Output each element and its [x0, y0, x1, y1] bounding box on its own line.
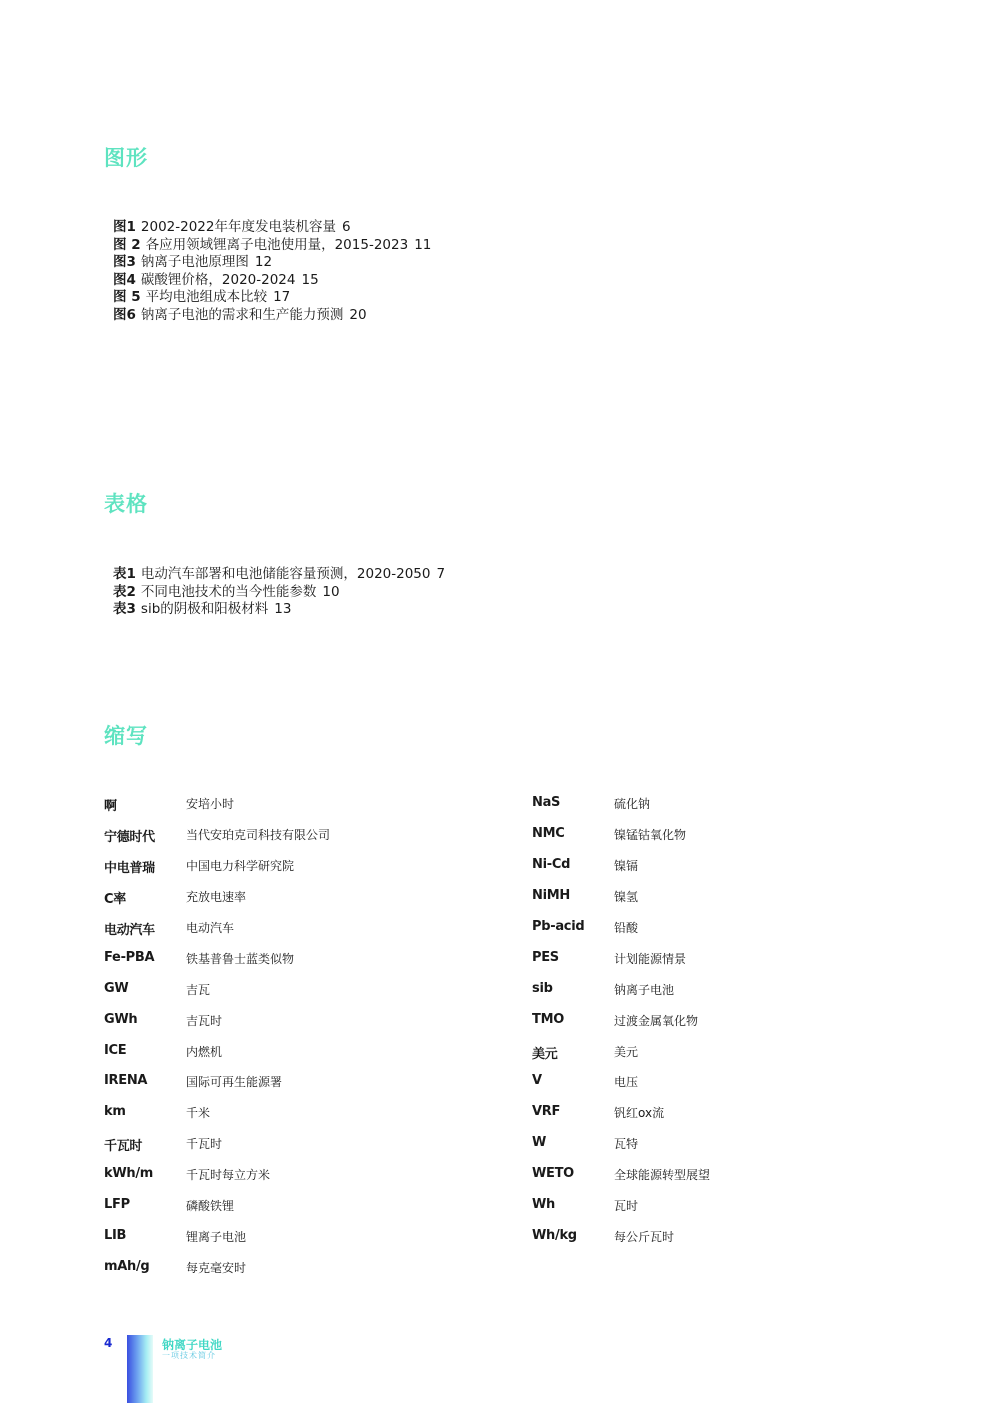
- abbreviation-term: Ni-Cd: [532, 856, 571, 872]
- abbreviation-definition: 内燃机: [186, 1044, 223, 1059]
- figure-page: 20: [349, 306, 367, 323]
- abbreviation-definition: 每公斤瓦时: [614, 1230, 675, 1245]
- abbreviation-term: Wh/kg: [532, 1228, 577, 1244]
- abbreviation-definition: 铁基普鲁士蓝类似物: [186, 951, 295, 966]
- abbreviation-definition: 瓦特: [614, 1137, 639, 1152]
- abbreviations-heading: 缩写: [104, 724, 148, 748]
- abbreviation-term: VRF: [532, 1104, 561, 1120]
- abbreviation-term: km: [104, 1104, 126, 1120]
- abbreviation-term: NaS: [532, 795, 561, 810]
- abbreviation-definition: 中国电力科学研究院: [186, 858, 295, 873]
- figure-title: 钠离子电池的需求和生产能力预测: [140, 306, 344, 323]
- abbreviation-term: mAh/g: [104, 1259, 150, 1275]
- table-entry[interactable]: [113, 584, 445, 602]
- figure-page: 17: [273, 289, 291, 306]
- abbreviation-term: 电动汽车: [104, 922, 155, 938]
- abbreviation-term: GW: [104, 980, 129, 996]
- figure-page: 11: [414, 236, 432, 253]
- figure-label: 图 2: [113, 236, 141, 253]
- abbreviation-definition: 吉瓦: [186, 982, 211, 997]
- abbreviation-definition: 吉瓦时: [186, 1013, 223, 1028]
- abbreviation-definition: 镍氢: [614, 889, 639, 904]
- abbreviation-definition: 钠离子电池: [614, 982, 675, 997]
- abbreviation-term: 中电普瑞: [104, 860, 155, 876]
- table-entry[interactable]: [113, 601, 445, 619]
- table-page: 10: [322, 583, 340, 600]
- table-title: 电动汽车部署和电池储能容量预测，2020-2050: [140, 566, 431, 582]
- table-label: 表3: [113, 601, 136, 618]
- figure-page: 6: [342, 219, 351, 235]
- figure-label: 图 5: [113, 289, 141, 306]
- table-title: sib的阴极和阳极材料: [140, 601, 269, 618]
- abbreviation-definition: 电动汽车: [186, 920, 235, 935]
- abbreviation-definition: 全球能源转型展望: [614, 1168, 711, 1183]
- abbreviation-definition: 充放电速率: [186, 889, 247, 904]
- abbreviation-definition: 千瓦时: [186, 1137, 223, 1152]
- abbreviation-term: 宁德时代: [104, 829, 155, 845]
- table-page: 13: [274, 601, 292, 618]
- abbreviation-term: kWh/m: [104, 1166, 154, 1182]
- figure-page: 12: [254, 254, 273, 271]
- figure-label: 图6: [113, 306, 136, 323]
- figure-entry[interactable]: [113, 254, 431, 272]
- abbreviation-definition: 美元: [614, 1044, 639, 1059]
- abbreviation-definition: 镍镉: [614, 858, 639, 873]
- abbreviation-definition: 千瓦时每立方米: [186, 1168, 271, 1183]
- footer-subtitle: 一项技术简介: [162, 1351, 216, 1360]
- abbreviation-term: 美元: [532, 1046, 558, 1062]
- abbreviation-definition: 镍锰钴氧化物: [614, 827, 687, 842]
- abbreviation-definition: 瓦时: [614, 1199, 639, 1214]
- tables-list: [113, 566, 445, 619]
- abbreviation-definition: 计划能源情景: [614, 951, 687, 966]
- abbreviation-definition: 过渡金属氧化物: [614, 1013, 699, 1028]
- abbreviation-term: C率: [104, 891, 126, 907]
- abbreviation-definition: 磷酸铁锂: [186, 1199, 235, 1214]
- abbreviation-definition: 国际可再生能源署: [186, 1075, 283, 1090]
- table-entry[interactable]: [113, 566, 445, 584]
- abbreviation-definition: 锂离子电池: [186, 1230, 247, 1245]
- page-number: 4: [104, 1336, 113, 1350]
- figure-title: 各应用领域锂离子电池使用量，2015-2023: [145, 236, 409, 253]
- figure-entry[interactable]: [113, 289, 431, 307]
- abbreviation-term: TMO: [532, 1011, 564, 1027]
- abbreviation-term: Wh: [532, 1197, 555, 1213]
- figure-entry[interactable]: [113, 219, 431, 237]
- figure-entry[interactable]: [113, 237, 431, 255]
- abbreviation-term: LFP: [104, 1197, 130, 1213]
- abbreviation-term: LIB: [104, 1228, 127, 1244]
- figure-entry[interactable]: [113, 272, 431, 290]
- figures-heading: 图形: [104, 146, 148, 170]
- abbreviation-definition: 安培小时: [186, 797, 235, 811]
- abbreviation-term: W: [532, 1135, 547, 1151]
- abbreviation-term: PES: [532, 949, 559, 965]
- abbreviation-term: 啊: [104, 799, 117, 814]
- abbreviation-definition: 电压: [614, 1075, 639, 1090]
- abbreviation-definition: 铅酸: [614, 920, 639, 935]
- abbreviation-definition: 当代安珀克司科技有限公司: [186, 827, 331, 842]
- abbreviation-definition: 每克毫安时: [186, 1261, 247, 1276]
- table-label: 表2: [113, 583, 136, 600]
- figure-label: 图1: [113, 219, 136, 235]
- abbreviation-term: IRENA: [104, 1073, 148, 1089]
- figure-title: 2002-2022年年度发电装机容量: [140, 219, 336, 235]
- abbreviation-term: V: [532, 1073, 542, 1089]
- abbreviation-term: ICE: [104, 1042, 127, 1058]
- abbreviation-term: WETO: [532, 1166, 574, 1182]
- abbreviation-term: sib: [532, 980, 553, 996]
- footer-title: 钠离子电池: [162, 1338, 223, 1352]
- figure-entry[interactable]: [113, 307, 431, 325]
- abbreviation-term: Pb-acid: [532, 918, 585, 934]
- abbreviation-term: NMC: [532, 825, 565, 841]
- abbreviation-term: Fe-PBA: [104, 949, 155, 965]
- figure-page: 15: [301, 271, 319, 288]
- tables-heading: 表格: [104, 492, 148, 516]
- abbreviation-definition: 硫化钠: [614, 797, 651, 811]
- figure-title: 钠离子电池原理图: [140, 254, 249, 271]
- figure-label: 图4: [113, 271, 136, 288]
- figure-title: 碳酸锂价格，2020-2024: [140, 271, 296, 288]
- table-page: 7: [436, 566, 446, 582]
- abbreviation-term: 千瓦时: [104, 1139, 143, 1155]
- abbreviation-definition: 千米: [186, 1106, 211, 1121]
- abbreviation-term: GWh: [104, 1011, 138, 1027]
- abbreviation-definition: 钒红ox流: [614, 1106, 665, 1121]
- table-title: 不同电池技术的当今性能参数: [140, 583, 317, 600]
- figures-list: [113, 219, 431, 325]
- figure-title: 平均电池组成本比较: [145, 289, 268, 306]
- abbreviation-term: NiMH: [532, 887, 570, 903]
- footer-gradient-bar: [127, 1335, 153, 1403]
- table-label: 表1: [113, 566, 136, 582]
- figure-label: 图3: [113, 254, 136, 271]
